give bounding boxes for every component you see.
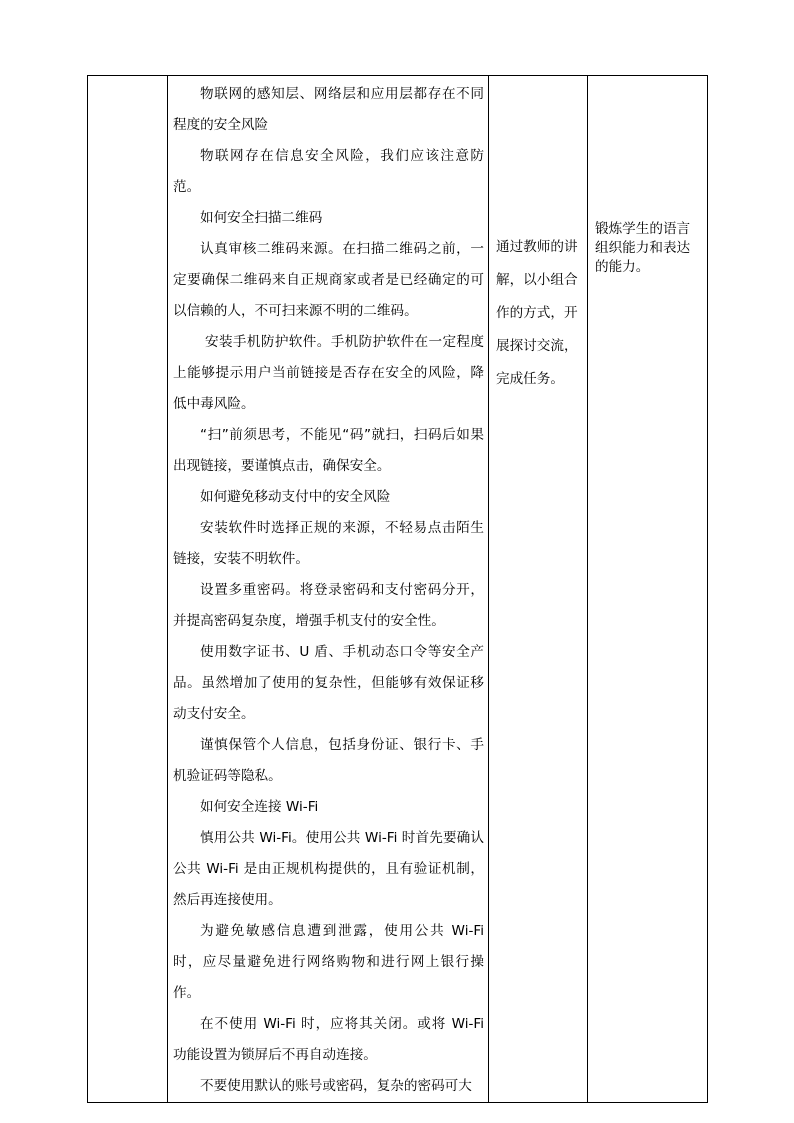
content-paragraph: 安装软件时选择正规的来源，不轻易点击陌生链接，安装不明软件。 [173, 520, 484, 567]
content-subheading: 如何安全连接 Wi-Fi [200, 799, 319, 815]
design-intent-text: 锻炼学生的语言组织能力和表达的能力。 [595, 221, 691, 275]
lesson-plan-table [87, 75, 708, 1103]
teaching-content-cell [168, 76, 489, 1103]
content-paragraph: 认真审核二维码来源。在扫描二维码之前，一定要确保二维码来自正规商家或者是已经确定的可以信赖的人，不可扫来源不明的二维码。 [173, 241, 484, 319]
content-paragraph: 不要使用默认的账号或密码，复杂的密码可大 [200, 1078, 472, 1094]
teaching-method-text: 通过教师的讲解，以小组合作的方式，开展探讨交流，完成任务。 [496, 239, 578, 387]
content-paragraph: 设置多重密码。将登录密码和支付密码分开，并提高密码复杂度，增强手机支付的安全性。 [173, 582, 484, 629]
content-paragraph: 慎用公共 Wi-Fi。使用公共 Wi-Fi 时首先要确认公共 Wi-Fi 是由正规机构提供的，且有验证机制，然后再连接使用。 [173, 830, 484, 908]
content-paragraph: 为避免敏感信息遭到泄露，使用公共 Wi-Fi 时，应尽量避免进行网络购物和进行网上银行操作。 [173, 923, 484, 1001]
content-paragraph: 安装手机防护软件。手机防护软件在一定程度上能够提示用户当前链接是否存在安全的风险，降低中毒风险。 [173, 334, 484, 412]
design-intent-cell [588, 76, 708, 1103]
content-paragraph: 物联网的感知层、网络层和应用层都存在不同程度的安全风险 [173, 86, 484, 133]
content-paragraph: “扫”前须思考，不能见“码”就扫，扫码后如果出现链接，要谨慎点击，确保安全。 [173, 427, 484, 474]
content-subheading: 如何避免移动支付中的安全风险 [200, 489, 391, 505]
content-paragraph: 物联网存在信息安全风险，我们应该注意防范。 [173, 148, 484, 195]
content-paragraph: 在不使用 Wi-Fi 时，应将其关闭。或将 Wi-Fi 功能设置为锁屏后不再自动连接。 [173, 1016, 484, 1063]
section-label-cell [88, 76, 168, 1103]
content-subheading: 如何安全扫描二维码 [200, 210, 323, 226]
content-paragraph: 谨慎保管个人信息，包括身份证、银行卡、手机验证码等隐私。 [173, 737, 484, 784]
teaching-method-cell [489, 76, 588, 1103]
table-row [88, 76, 708, 1103]
content-paragraph: 使用数字证书、U 盾、手机动态口令等安全产品。虽然增加了使用的复杂性，但能够有效保证移动支付安全。 [173, 644, 484, 722]
